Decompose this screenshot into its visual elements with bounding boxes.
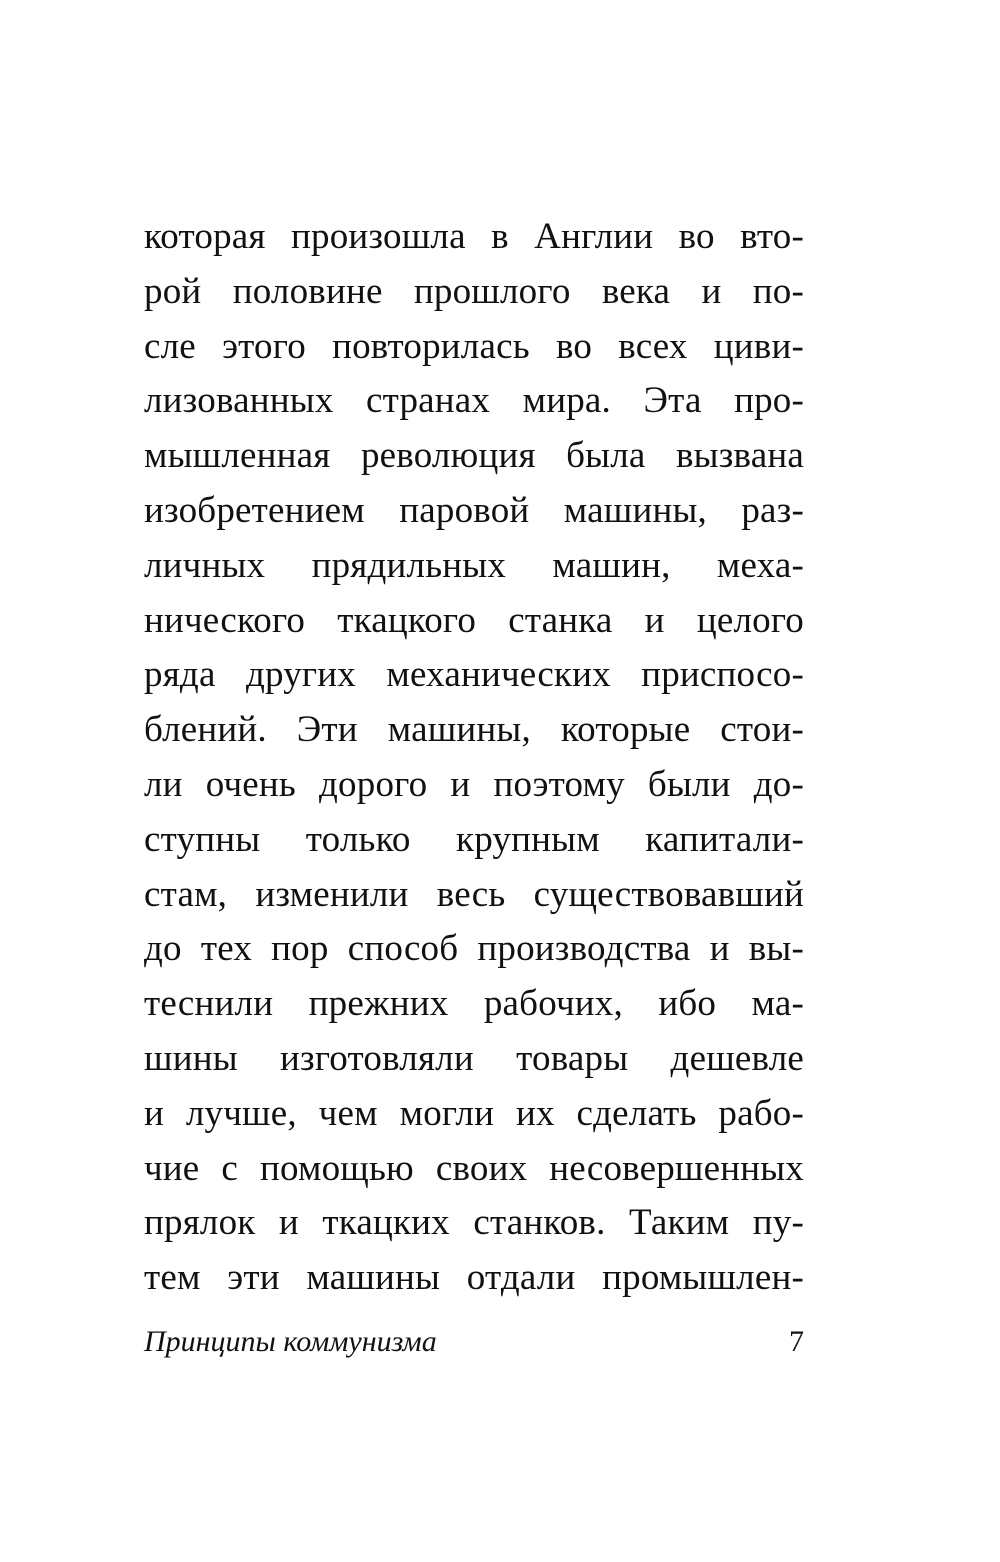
text-line: ряда других механических приспосо- — [144, 654, 804, 696]
text-line: блений. Эти машины, которые стои- — [144, 709, 804, 751]
page-number: 7 — [789, 1325, 804, 1358]
running-title: Принципы коммунизма — [144, 1325, 437, 1358]
text-line: шины изготовляли товары дешевле — [144, 1037, 804, 1079]
text-line: нического ткацкого станка и целого — [144, 599, 804, 641]
text-line: ли очень дорого и поэтому были до- — [144, 763, 804, 805]
text-line: теснили прежних рабочих, ибо ма- — [144, 983, 804, 1025]
text-line: до тех пор способ производства и вы- — [144, 928, 804, 970]
text-line: рой половине прошлого века и по- — [144, 270, 804, 312]
text-line: которая произошла в Англии во вто- — [144, 216, 804, 257]
text-line: личных прядильных машин, меха- — [144, 544, 804, 586]
text-line: изобретением паровой машины, раз- — [144, 489, 804, 531]
text-line: тем эти машины отдали промышлен- — [144, 1257, 804, 1299]
text-line: и лучше, чем могли их сделать рабо- — [144, 1092, 804, 1134]
text-line: прялок и ткацких станков. Таким пу- — [144, 1202, 804, 1244]
text-line: лизованных странах мира. Эта про- — [144, 380, 804, 422]
text-line: стам, изменили весь существовавший — [144, 873, 804, 915]
text-line: ступны только крупным капитали- — [144, 818, 804, 860]
text-line: мышленная революция была вызвана — [144, 435, 804, 477]
body-text — [144, 210, 804, 1306]
text-line: чие с помощью своих несовершенных — [144, 1147, 804, 1189]
text-line: сле этого повторилась во всех циви- — [144, 325, 804, 367]
page-footer — [144, 1320, 804, 1364]
